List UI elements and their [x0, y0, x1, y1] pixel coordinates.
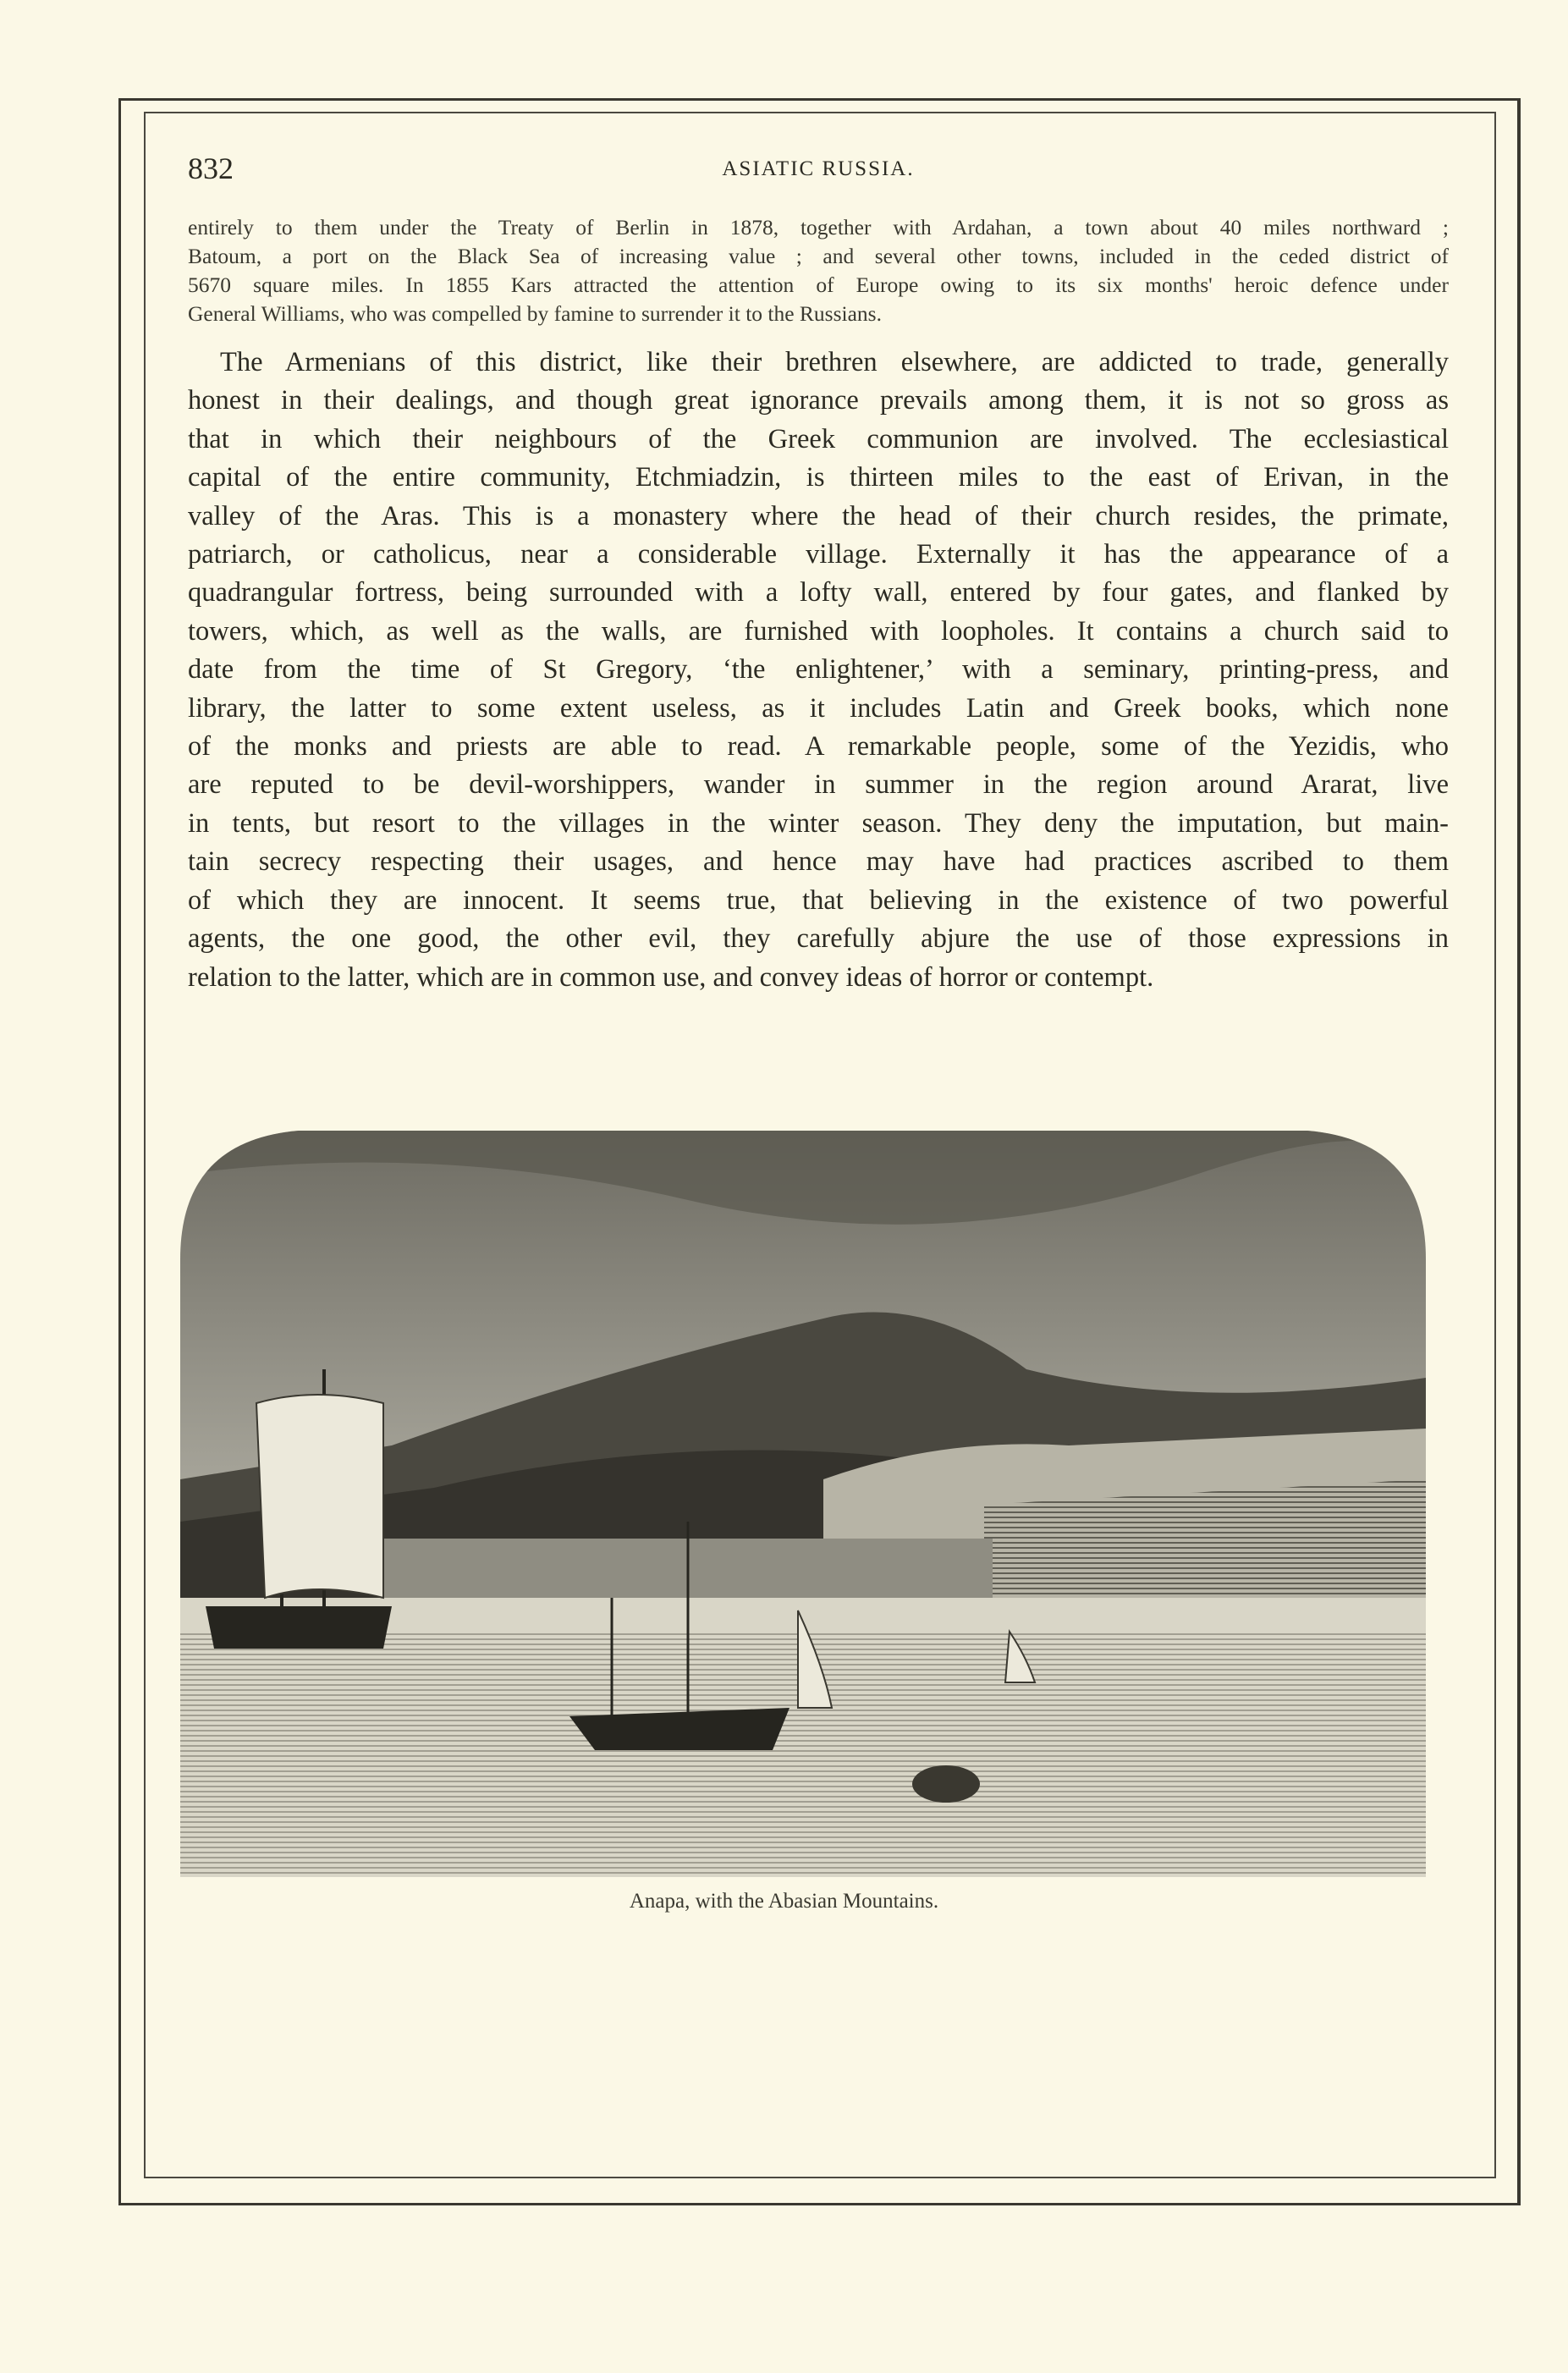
- text-line: relation to the latter, which are in common use, and convey ideas of horror or contempt.: [188, 961, 1154, 993]
- text-line: tain secrecy respecting their usages, and hence may have had practices ascribed to them: [188, 846, 1449, 878]
- footnote-continuation: [188, 213, 1449, 328]
- text-line: that in which their neighbours of the Greek communion are involved. The ecclesiastical: [188, 423, 1449, 454]
- text-line: patriarch, or catholicus, near a considerable village. Externally it has the appearance of a: [188, 539, 1449, 570]
- text-line: agents, the one good, the other evil, they carefully abjure the use of those expressions in: [188, 923, 1449, 955]
- text-line: General Williams, who was compelled by famine to surrender it to the Russians.: [188, 301, 882, 326]
- barrel-buoy: [912, 1765, 980, 1803]
- text-line: towers, which, as well as the walls, are furnished with loopholes. It contains a church said to: [188, 615, 1449, 647]
- text-line: quadrangular fortress, being surrounded with a lofty wall, entered by four gates, and flanked by: [188, 577, 1449, 608]
- text-line: The Armenians of this district, like their brethren elsewhere, are addicted to trade, generally: [220, 347, 1449, 377]
- page-header: [188, 151, 1449, 188]
- engraving-illustration: [180, 1124, 1426, 1877]
- body-paragraph: [188, 344, 1449, 997]
- text-line: 5670 square miles. In 1855 Kars attracted the attention of Europe owing to its six months' heroic defence under: [188, 273, 1449, 297]
- text-line: library, the latter to some extent useless, as it includes Latin and Greek books, which none: [188, 692, 1449, 724]
- text-line: are reputed to be devil-worshippers, wander in summer in the region around Ararat, live: [188, 769, 1449, 801]
- text-line: date from the time of St Gregory, ‘the enlightener,’ with a seminary, printing-press, and: [188, 654, 1449, 685]
- text-line: Batoum, a port on the Black Sea of increasing value ; and several other towns, included in the ceded district of: [188, 244, 1449, 268]
- text-line: entirely to them under the Treaty of Berlin in 1878, together with Ardahan, a town about 40 miles northward ;: [188, 215, 1449, 240]
- running-title: ASIATIC RUSSIA.: [722, 157, 915, 180]
- page-number: 832: [188, 151, 234, 185]
- text-line: in tents, but resort to the villages in the winter season. They deny the imputation, but main-: [188, 807, 1449, 839]
- text-line: valley of the Aras. This is a monastery where the head of their church resides, the primate,: [188, 500, 1449, 531]
- text-line: honest in their dealings, and though great ignorance prevails among them, it is not so gross as: [188, 385, 1449, 416]
- figure-caption: Anapa, with the Abasian Mountains.: [629, 1890, 939, 1913]
- text-line: of the monks and priests are able to read. A remarkable people, some of the Yezidis, who: [188, 731, 1449, 763]
- text-line: of which they are innocent. It seems true, that believing in the existence of two powerful: [188, 884, 1449, 916]
- text-line: capital of the entire community, Etchmiadzin, is thirteen miles to the east of Erivan, in the: [188, 462, 1449, 493]
